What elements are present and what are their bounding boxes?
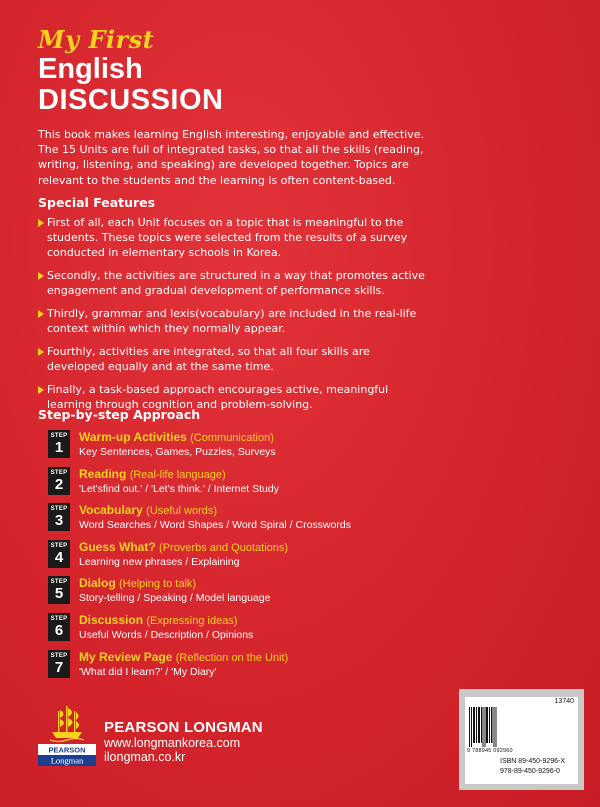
- step-title: Reading: [79, 466, 127, 481]
- step-number: 4: [54, 548, 64, 566]
- step-badge: [48, 650, 70, 678]
- feature-line: Secondly, the activities are structured in a way that promotes active: [47, 269, 425, 283]
- book-title: [38, 26, 223, 116]
- feature-item: [38, 344, 578, 374]
- step-detail: Useful Words / Description / Opinions: [79, 628, 254, 641]
- feature-item: [38, 268, 578, 298]
- bullet-arrow-icon: [38, 219, 44, 227]
- isbn-13: 978-89-450-9296-0: [500, 768, 560, 775]
- series-title: My First: [38, 25, 155, 54]
- step-subtitle: (Real-life language): [129, 468, 226, 481]
- intro-line: relevant to the students and the learning is often content-based.: [38, 173, 396, 187]
- feature-line: context within which they normally appear.: [47, 322, 286, 336]
- step-approach-heading: Step-by-step Approach: [38, 407, 201, 422]
- step-subtitle: (Useful words): [146, 505, 218, 518]
- bullet-arrow-icon: [38, 386, 44, 394]
- step-subtitle: (Communication): [190, 432, 274, 444]
- publisher-info: [104, 719, 263, 764]
- step-subtitle: (Expressing ideas): [146, 614, 238, 627]
- step-title: My Review Page: [79, 649, 173, 664]
- feature-line: students. These topics were selected from the results of a survey: [47, 231, 408, 245]
- step-badge: [48, 576, 70, 604]
- step-detail: Learning new phrases / Explaining: [79, 555, 240, 568]
- bullet-arrow-icon: [38, 348, 44, 356]
- step-detail: 'What did I learn?' / 'My Diary': [79, 665, 217, 678]
- step-number: 2: [54, 475, 64, 493]
- intro-line: writing, listening, and speaking) are developed together. Topics are: [38, 158, 409, 172]
- bullet-arrow-icon: [38, 272, 44, 280]
- feature-line: First of all, each Unit focuses on a topic that is meaningful to the: [47, 216, 404, 229]
- step-badge: [48, 430, 70, 458]
- logo-longman-text: Longman: [50, 755, 84, 766]
- features-list: [38, 215, 578, 420]
- step-title: Guess What?: [79, 539, 156, 554]
- intro-paragraph: [38, 127, 578, 188]
- step-number: 7: [54, 658, 64, 676]
- isbn-10: ISBN 89-450-9296-X: [500, 758, 565, 765]
- feature-line: engagement and gradual development of performance skills.: [47, 284, 385, 298]
- step-label: STEP: [50, 542, 68, 549]
- title-line-1: English: [38, 53, 143, 85]
- step-label: STEP: [50, 615, 68, 622]
- step-badge: [48, 467, 70, 495]
- ship-icon: [50, 706, 84, 742]
- step-title: Dialog: [79, 576, 116, 591]
- step-label: STEP: [50, 469, 68, 476]
- step-badge: [48, 540, 70, 568]
- intro-line: The 15 Units are full of integrated tasks, so that all the skills (reading,: [38, 143, 424, 157]
- feature-line: learning through cognition and problem-solving.: [47, 398, 313, 412]
- pearson-longman-logo: [38, 700, 96, 766]
- barcode-panel: [459, 689, 584, 790]
- step-number: 1: [54, 439, 64, 456]
- barcode-code: 13740: [554, 698, 574, 705]
- publisher-name: PEARSON LONGMAN: [104, 719, 263, 736]
- step-title: Vocabulary: [79, 503, 143, 518]
- feature-item: [38, 306, 578, 336]
- feature-line: conducted in elementary schools in Korea.: [47, 246, 282, 260]
- barcode-bars: [469, 707, 497, 747]
- feature-item: [38, 215, 578, 261]
- special-features-heading: Special Features: [38, 195, 156, 210]
- step-label: STEP: [50, 506, 68, 513]
- step-title: Warm-up Activities: [79, 430, 187, 444]
- barcode-number: 9 788945 092960: [467, 748, 513, 754]
- logo-pearson-text: PEARSON: [48, 745, 86, 755]
- step-detail: 'Let'sfind out.' / 'Let's think.' / Internet Study: [79, 482, 279, 495]
- step-number: 3: [54, 512, 64, 530]
- title-line-2: DISCUSSION: [38, 84, 224, 116]
- step-detail: Word Searches / Word Shapes / Word Spiral / Crosswords: [79, 519, 351, 532]
- step-label: STEP: [50, 652, 68, 659]
- step-badge: [48, 613, 70, 641]
- step-label: STEP: [50, 579, 68, 586]
- step-detail: Key Sentences, Games, Puzzles, Surveys: [79, 446, 276, 458]
- feature-line: Fourthly, activities are integrated, so that all four skills are: [47, 344, 370, 358]
- step-label: STEP: [50, 433, 68, 439]
- step-detail: Story-telling / Speaking / Model language: [79, 592, 271, 605]
- feature-line: developed equally and at the same time.: [47, 360, 274, 374]
- publisher-url-2: ilongman.co.kr: [104, 750, 186, 764]
- feature-line: Finally, a task-based approach encourages active, meaningful: [47, 382, 389, 396]
- step-subtitle: (Helping to talk): [119, 578, 197, 591]
- bullet-arrow-icon: [38, 310, 44, 318]
- step-subtitle: (Reflection on the Unit): [175, 651, 289, 664]
- step-number: 6: [54, 621, 64, 639]
- publisher-url-1: www.longmankorea.com: [104, 736, 241, 750]
- step-title: Discussion: [79, 612, 144, 627]
- step-number: 5: [54, 585, 64, 603]
- feature-line: Thirdly, grammar and lexis(vocabulary) are included in the real-life: [47, 307, 417, 321]
- step-badge: [48, 503, 70, 531]
- step-subtitle: (Proverbs and Quotations): [159, 541, 289, 554]
- intro-line: This book makes learning English interesting, enjoyable and effective.: [38, 128, 425, 141]
